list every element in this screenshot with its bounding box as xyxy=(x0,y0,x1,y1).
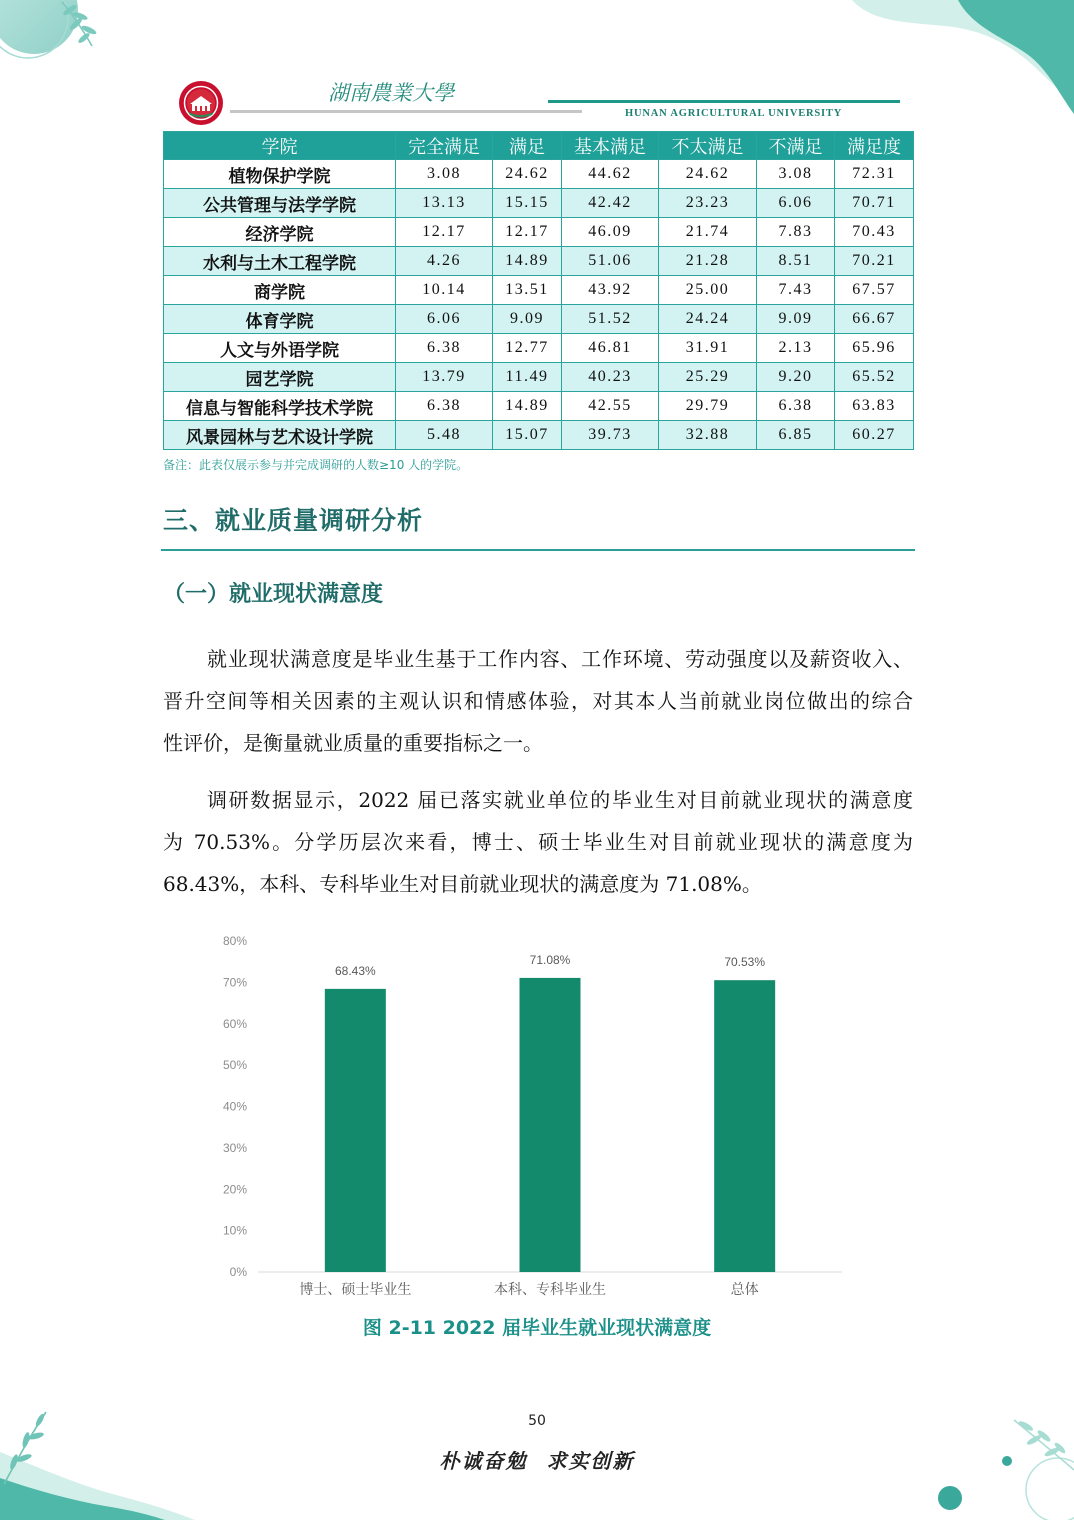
y-tick-label: 50% xyxy=(222,1058,247,1073)
cell-dissatisfied: 3.08 xyxy=(757,160,835,189)
table-header-row xyxy=(164,132,914,160)
cell-basically-satisfied: 44.62 xyxy=(562,160,659,189)
paragraph-line: 为 70.53%。分学历层次来看，博士、硕士毕业生对目前就业现状的满意度为 xyxy=(163,830,913,854)
cell-basically-satisfied: 46.81 xyxy=(562,334,659,363)
x-category-label: 总体 xyxy=(730,1282,759,1298)
cell-basically-satisfied: 51.06 xyxy=(562,247,659,276)
y-tick-label: 10% xyxy=(222,1223,247,1238)
cell-college: 体育学院 xyxy=(164,305,396,334)
cell-college: 园艺学院 xyxy=(164,363,396,392)
cell-dissatisfied: 2.13 xyxy=(757,334,835,363)
table-row xyxy=(164,305,914,334)
figure-caption: 图 2-11 2022 届毕业生就业现状满意度 xyxy=(362,1317,712,1339)
y-tick-label: 20% xyxy=(222,1182,247,1197)
table-row xyxy=(164,189,914,218)
cell-basically-satisfied: 39.73 xyxy=(562,421,659,450)
cell-satisfied: 9.09 xyxy=(493,305,562,334)
table-row xyxy=(164,421,914,450)
cell-not-very-satisfied: 25.00 xyxy=(659,276,757,305)
cell-satisfied: 11.49 xyxy=(493,363,562,392)
table-row xyxy=(164,218,914,247)
column-header-not-very-satisfied: 不太满足 xyxy=(659,132,757,160)
paragraph-line: 晋升空间等相关因素的主观认识和情感体验，对其本人当前就业岗位做出的综合 xyxy=(163,689,913,713)
column-header-basically-satisfied: 基本满足 xyxy=(562,132,659,160)
cell-college: 人文与外语学院 xyxy=(164,334,396,363)
cell-dissatisfied: 9.09 xyxy=(757,305,835,334)
y-tick-label: 30% xyxy=(222,1140,247,1155)
cell-college: 公共管理与法学学院 xyxy=(164,189,396,218)
cell-basically-satisfied: 46.09 xyxy=(562,218,659,247)
cell-fully-satisfied: 6.06 xyxy=(396,305,493,334)
column-header-satisfied: 满足 xyxy=(493,132,562,160)
cell-satisfaction-rate: 65.52 xyxy=(835,363,914,392)
header-rule-teal xyxy=(548,100,900,103)
table-row xyxy=(164,392,914,421)
section-heading: 三、就业质量调研分析 xyxy=(163,506,424,535)
paragraph-definition xyxy=(163,638,913,764)
y-tick-label: 80% xyxy=(222,934,247,948)
top-left-ornament xyxy=(0,0,97,58)
cell-satisfaction-rate: 65.96 xyxy=(835,334,914,363)
x-category-label: 博士、硕士毕业生 xyxy=(299,1282,412,1298)
cell-satisfied: 14.89 xyxy=(493,247,562,276)
cell-not-very-satisfied: 23.23 xyxy=(659,189,757,218)
bar-value-label: 68.43% xyxy=(334,963,376,978)
cell-dissatisfied: 7.83 xyxy=(757,218,835,247)
cell-satisfied: 13.51 xyxy=(493,276,562,305)
cell-not-very-satisfied: 21.74 xyxy=(659,218,757,247)
cell-fully-satisfied: 5.48 xyxy=(396,421,493,450)
cell-dissatisfied: 6.85 xyxy=(757,421,835,450)
cell-dissatisfied: 8.51 xyxy=(757,247,835,276)
cell-satisfaction-rate: 60.27 xyxy=(835,421,914,450)
cell-dissatisfied: 7.43 xyxy=(757,276,835,305)
university-name-english: HUNAN AGRICULTURAL UNIVERSITY xyxy=(625,108,843,119)
paragraph-line: 调研数据显示，2022 届已落实就业单位的毕业生对目前就业现状的满意度 xyxy=(207,788,913,812)
cell-college: 风景园林与艺术设计学院 xyxy=(164,421,396,450)
cell-fully-satisfied: 6.38 xyxy=(396,392,493,421)
table-row xyxy=(164,363,914,392)
cell-fully-satisfied: 13.79 xyxy=(396,363,493,392)
table-row xyxy=(164,276,914,305)
cell-college: 商学院 xyxy=(164,276,396,305)
cell-not-very-satisfied: 21.28 xyxy=(659,247,757,276)
paragraph-survey-results xyxy=(163,779,913,905)
cell-satisfaction-rate: 66.67 xyxy=(835,305,914,334)
cell-satisfaction-rate: 63.83 xyxy=(835,392,914,421)
header-rule-gray xyxy=(230,110,582,113)
satisfaction-bar-chart xyxy=(200,925,860,1310)
cell-satisfied: 12.77 xyxy=(493,334,562,363)
cell-not-very-satisfied: 32.88 xyxy=(659,421,757,450)
bar-value-label: 71.08% xyxy=(529,952,571,967)
subsection-heading: （一）就业现状满意度 xyxy=(163,582,384,607)
cell-satisfaction-rate: 70.21 xyxy=(835,247,914,276)
cell-dissatisfied: 6.06 xyxy=(757,189,835,218)
column-header-fully-satisfied: 完全满足 xyxy=(396,132,493,160)
cell-fully-satisfied: 13.13 xyxy=(396,189,493,218)
paragraph-line: 性评价，是衡量就业质量的重要指标之一。 xyxy=(163,731,543,755)
bar xyxy=(325,989,386,1272)
bar xyxy=(520,978,581,1272)
cell-not-very-satisfied: 24.62 xyxy=(659,160,757,189)
column-header-dissatisfied: 不满足 xyxy=(757,132,835,160)
cell-fully-satisfied: 6.38 xyxy=(396,334,493,363)
university-name-calligraphy: 湖南農業大學 xyxy=(328,81,454,105)
cell-dissatisfied: 9.20 xyxy=(757,363,835,392)
cell-satisfied: 14.89 xyxy=(493,392,562,421)
cell-satisfied: 15.07 xyxy=(493,421,562,450)
paragraph-line: 就业现状满意度是毕业生基于工作内容、工作环境、劳动强度以及薪资收入、 xyxy=(207,647,913,671)
top-right-wave xyxy=(852,0,1074,114)
cell-college: 信息与智能科学技术学院 xyxy=(164,392,396,421)
cell-satisfaction-rate: 70.43 xyxy=(835,218,914,247)
cell-dissatisfied: 6.38 xyxy=(757,392,835,421)
column-header-satisfaction-rate: 满足度 xyxy=(835,132,914,160)
section-heading-rule xyxy=(161,549,915,551)
cell-college: 经济学院 xyxy=(164,218,396,247)
cell-not-very-satisfied: 24.24 xyxy=(659,305,757,334)
cell-college: 水利与土木工程学院 xyxy=(164,247,396,276)
university-logo xyxy=(178,80,224,126)
cell-basically-satisfied: 42.55 xyxy=(562,392,659,421)
cell-fully-satisfied: 3.08 xyxy=(396,160,493,189)
footer-slogan: 朴诚奋勉 求实创新 xyxy=(439,1449,635,1473)
y-tick-label: 60% xyxy=(222,1016,247,1031)
cell-not-very-satisfied: 25.29 xyxy=(659,363,757,392)
cell-satisfaction-rate: 67.57 xyxy=(835,276,914,305)
cell-college: 植物保护学院 xyxy=(164,160,396,189)
cell-basically-satisfied: 40.23 xyxy=(562,363,659,392)
college-satisfaction-table xyxy=(163,131,914,450)
cell-satisfied: 15.15 xyxy=(493,189,562,218)
cell-satisfaction-rate: 70.71 xyxy=(835,189,914,218)
cell-fully-satisfied: 12.17 xyxy=(396,218,493,247)
cell-satisfied: 24.62 xyxy=(493,160,562,189)
x-category-label: 本科、专科毕业生 xyxy=(494,1282,606,1298)
table-row xyxy=(164,334,914,363)
cell-fully-satisfied: 10.14 xyxy=(396,276,493,305)
cell-basically-satisfied: 51.52 xyxy=(562,305,659,334)
table-body xyxy=(164,160,914,450)
y-tick-label: 40% xyxy=(222,1099,247,1114)
cell-not-very-satisfied: 29.79 xyxy=(659,392,757,421)
cell-satisfied: 12.17 xyxy=(493,218,562,247)
cell-satisfaction-rate: 72.31 xyxy=(835,160,914,189)
cell-basically-satisfied: 42.42 xyxy=(562,189,659,218)
bar-value-label: 70.53% xyxy=(724,955,766,970)
page-number: 50 xyxy=(528,1413,546,1429)
paragraph-line: 68.43%，本科、专科毕业生对目前就业现状的满意度为 71.08%。 xyxy=(163,872,762,896)
cell-not-very-satisfied: 31.91 xyxy=(659,334,757,363)
column-header-college: 学院 xyxy=(164,132,396,160)
y-tick-label: 70% xyxy=(222,975,247,990)
cell-fully-satisfied: 4.26 xyxy=(396,247,493,276)
table-row xyxy=(164,247,914,276)
y-tick-label: 0% xyxy=(229,1265,247,1279)
table-note: 备注：此表仅展示参与并完成调研的人数≥10 人的学院。 xyxy=(163,458,469,472)
table-row xyxy=(164,160,914,189)
cell-basically-satisfied: 43.92 xyxy=(562,276,659,305)
bar xyxy=(714,980,775,1272)
